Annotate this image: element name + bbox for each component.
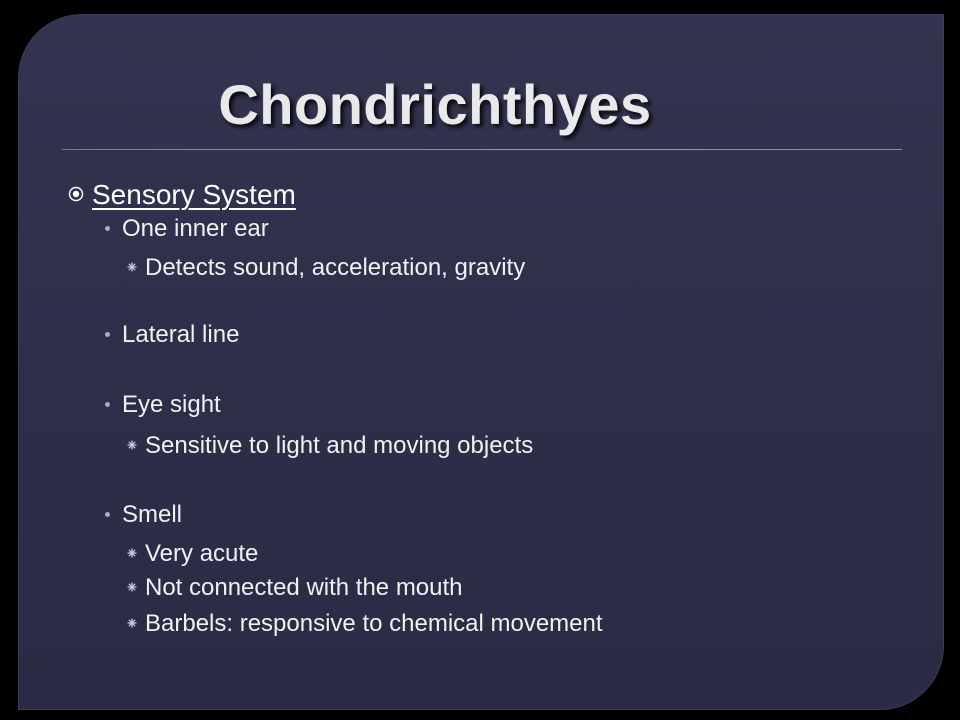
starburst-bullet-icon xyxy=(127,428,137,438)
sub-list-item-label: Very acute xyxy=(145,540,259,567)
starburst-bullet-icon xyxy=(127,606,137,616)
slide-title: Chondrichthyes xyxy=(218,73,652,136)
circled-dot-icon xyxy=(68,176,84,192)
starburst-bullet-icon xyxy=(127,250,137,260)
outline-heading xyxy=(68,176,296,212)
list-item xyxy=(105,390,221,420)
sub-list-item-label: Not connected with the mouth xyxy=(145,574,463,601)
sub-list-item xyxy=(127,570,463,603)
list-item-label: Lateral line xyxy=(122,321,240,348)
sub-list-item xyxy=(127,250,525,283)
list-item xyxy=(105,500,182,530)
starburst-bullet-icon xyxy=(127,536,137,546)
sub-list-item-label: Detects sound, acceleration, gravity xyxy=(145,254,526,281)
heading-label: Sensory System xyxy=(92,179,296,210)
starburst-bullet-icon xyxy=(127,570,137,580)
dot-bullet-icon xyxy=(105,332,110,337)
sub-list-item xyxy=(127,536,258,569)
dot-bullet-icon xyxy=(105,402,110,407)
sub-list-item xyxy=(127,428,533,461)
list-item xyxy=(105,214,269,244)
sub-list-item-label: Sensitive to light and moving objects xyxy=(145,432,534,459)
sub-list-item-label: Barbels: responsive to chemical movement xyxy=(145,610,603,637)
dot-bullet-icon xyxy=(105,226,110,231)
list-item xyxy=(105,320,239,350)
list-item-label: One inner ear xyxy=(122,215,269,242)
list-item-label: Smell xyxy=(122,501,183,528)
sub-list-item xyxy=(127,606,603,639)
list-item-label: Eye sight xyxy=(122,391,221,418)
dot-bullet-icon xyxy=(105,512,110,517)
